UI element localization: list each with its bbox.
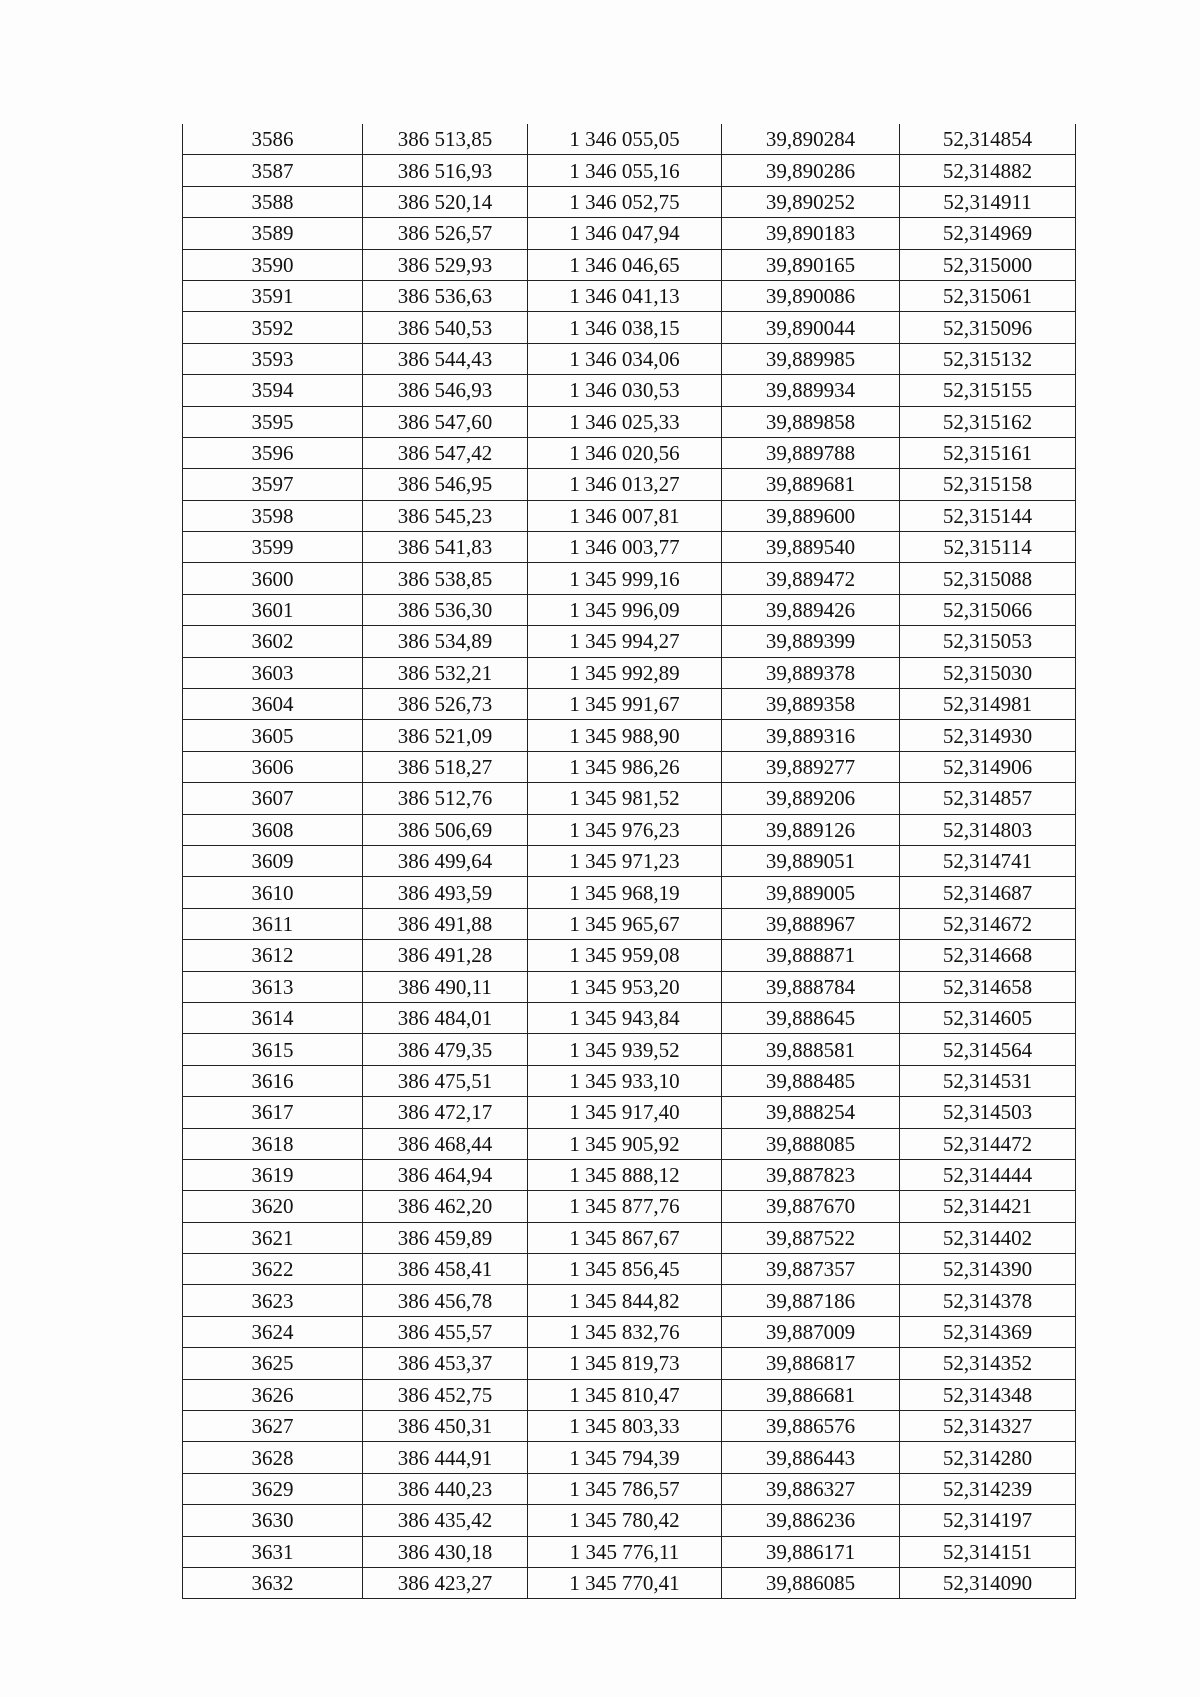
y-coordinate-cell: 1 345 933,10: [528, 1065, 722, 1096]
latitude-cell: 39,887823: [722, 1159, 900, 1190]
point-number-cell: 3631: [183, 1536, 363, 1567]
x-coordinate-cell: 386 526,73: [363, 689, 528, 720]
longitude-cell: 52,315155: [900, 375, 1076, 406]
latitude-cell: 39,888581: [722, 1034, 900, 1065]
table-row: [183, 1379, 1076, 1410]
point-number-cell: 3620: [183, 1191, 363, 1222]
y-coordinate-cell: 1 345 991,67: [528, 689, 722, 720]
point-number-cell: 3628: [183, 1442, 363, 1473]
table-row: [183, 1002, 1076, 1033]
latitude-cell: 39,886236: [722, 1505, 900, 1536]
longitude-cell: 52,314803: [900, 814, 1076, 845]
longitude-cell: 52,314378: [900, 1285, 1076, 1316]
table-row: [183, 500, 1076, 531]
y-coordinate-cell: 1 345 943,84: [528, 1002, 722, 1033]
latitude-cell: 39,890252: [722, 186, 900, 217]
longitude-cell: 52,314741: [900, 845, 1076, 876]
y-coordinate-cell: 1 345 905,92: [528, 1128, 722, 1159]
x-coordinate-cell: 386 430,18: [363, 1536, 528, 1567]
table-row: [183, 1034, 1076, 1065]
longitude-cell: 52,314531: [900, 1065, 1076, 1096]
x-coordinate-cell: 386 423,27: [363, 1567, 528, 1598]
x-coordinate-cell: 386 513,85: [363, 124, 528, 155]
point-number-cell: 3599: [183, 532, 363, 563]
longitude-cell: 52,314369: [900, 1316, 1076, 1347]
longitude-cell: 52,314911: [900, 186, 1076, 217]
table-row: [183, 1536, 1076, 1567]
point-number-cell: 3600: [183, 563, 363, 594]
x-coordinate-cell: 386 468,44: [363, 1128, 528, 1159]
x-coordinate-cell: 386 546,95: [363, 469, 528, 500]
y-coordinate-cell: 1 346 020,56: [528, 437, 722, 468]
point-number-cell: 3603: [183, 657, 363, 688]
x-coordinate-cell: 386 479,35: [363, 1034, 528, 1065]
latitude-cell: 39,889788: [722, 437, 900, 468]
point-number-cell: 3610: [183, 877, 363, 908]
table-row: [183, 155, 1076, 186]
y-coordinate-cell: 1 346 013,27: [528, 469, 722, 500]
longitude-cell: 52,315114: [900, 532, 1076, 563]
longitude-cell: 52,314421: [900, 1191, 1076, 1222]
point-number-cell: 3608: [183, 814, 363, 845]
x-coordinate-cell: 386 544,43: [363, 343, 528, 374]
longitude-cell: 52,314605: [900, 1002, 1076, 1033]
table-row: [183, 971, 1076, 1002]
longitude-cell: 52,314981: [900, 689, 1076, 720]
point-number-cell: 3616: [183, 1065, 363, 1096]
point-number-cell: 3606: [183, 751, 363, 782]
latitude-cell: 39,888645: [722, 1002, 900, 1033]
y-coordinate-cell: 1 345 959,08: [528, 940, 722, 971]
x-coordinate-cell: 386 440,23: [363, 1473, 528, 1504]
point-number-cell: 3624: [183, 1316, 363, 1347]
table-row: [183, 1222, 1076, 1253]
y-coordinate-cell: 1 345 776,11: [528, 1536, 722, 1567]
x-coordinate-cell: 386 512,76: [363, 783, 528, 814]
table-row: [183, 375, 1076, 406]
y-coordinate-cell: 1 345 992,89: [528, 657, 722, 688]
y-coordinate-cell: 1 346 003,77: [528, 532, 722, 563]
y-coordinate-cell: 1 346 052,75: [528, 186, 722, 217]
point-number-cell: 3622: [183, 1254, 363, 1285]
latitude-cell: 39,890284: [722, 124, 900, 155]
table-row: [183, 845, 1076, 876]
point-number-cell: 3591: [183, 280, 363, 311]
longitude-cell: 52,315144: [900, 500, 1076, 531]
table-row: [183, 1128, 1076, 1159]
latitude-cell: 39,887522: [722, 1222, 900, 1253]
table-row: [183, 532, 1076, 563]
x-coordinate-cell: 386 475,51: [363, 1065, 528, 1096]
longitude-cell: 52,314151: [900, 1536, 1076, 1567]
y-coordinate-cell: 1 346 046,65: [528, 249, 722, 280]
longitude-cell: 52,315053: [900, 626, 1076, 657]
latitude-cell: 39,889399: [722, 626, 900, 657]
longitude-cell: 52,314668: [900, 940, 1076, 971]
y-coordinate-cell: 1 345 780,42: [528, 1505, 722, 1536]
latitude-cell: 39,890165: [722, 249, 900, 280]
longitude-cell: 52,314969: [900, 218, 1076, 249]
x-coordinate-cell: 386 506,69: [363, 814, 528, 845]
x-coordinate-cell: 386 529,93: [363, 249, 528, 280]
point-number-cell: 3598: [183, 500, 363, 531]
x-coordinate-cell: 386 532,21: [363, 657, 528, 688]
table-row: [183, 940, 1076, 971]
x-coordinate-cell: 386 518,27: [363, 751, 528, 782]
y-coordinate-cell: 1 345 888,12: [528, 1159, 722, 1190]
x-coordinate-cell: 386 546,93: [363, 375, 528, 406]
y-coordinate-cell: 1 345 971,23: [528, 845, 722, 876]
latitude-cell: 39,889540: [722, 532, 900, 563]
table-row: [183, 751, 1076, 782]
table-row: [183, 1473, 1076, 1504]
table-row: [183, 1442, 1076, 1473]
y-coordinate-cell: 1 345 794,39: [528, 1442, 722, 1473]
point-number-cell: 3593: [183, 343, 363, 374]
x-coordinate-cell: 386 526,57: [363, 218, 528, 249]
longitude-cell: 52,314352: [900, 1348, 1076, 1379]
x-coordinate-cell: 386 455,57: [363, 1316, 528, 1347]
x-coordinate-cell: 386 464,94: [363, 1159, 528, 1190]
point-number-cell: 3615: [183, 1034, 363, 1065]
longitude-cell: 52,314687: [900, 877, 1076, 908]
y-coordinate-cell: 1 345 988,90: [528, 720, 722, 751]
latitude-cell: 39,890183: [722, 218, 900, 249]
latitude-cell: 39,890286: [722, 155, 900, 186]
table-row: [183, 469, 1076, 500]
y-coordinate-cell: 1 345 786,57: [528, 1473, 722, 1504]
longitude-cell: 52,315161: [900, 437, 1076, 468]
y-coordinate-cell: 1 345 939,52: [528, 1034, 722, 1065]
table-row: [183, 1159, 1076, 1190]
table-row: [183, 1097, 1076, 1128]
table-row: [183, 657, 1076, 688]
point-number-cell: 3594: [183, 375, 363, 406]
table-row: [183, 1316, 1076, 1347]
point-number-cell: 3595: [183, 406, 363, 437]
point-number-cell: 3613: [183, 971, 363, 1002]
point-number-cell: 3607: [183, 783, 363, 814]
latitude-cell: 39,889934: [722, 375, 900, 406]
point-number-cell: 3632: [183, 1567, 363, 1598]
latitude-cell: 39,888254: [722, 1097, 900, 1128]
x-coordinate-cell: 386 435,42: [363, 1505, 528, 1536]
x-coordinate-cell: 386 452,75: [363, 1379, 528, 1410]
table-row: [183, 124, 1076, 155]
point-number-cell: 3597: [183, 469, 363, 500]
latitude-cell: 39,888485: [722, 1065, 900, 1096]
y-coordinate-cell: 1 346 025,33: [528, 406, 722, 437]
table-row: [183, 1505, 1076, 1536]
latitude-cell: 39,889985: [722, 343, 900, 374]
latitude-cell: 39,887670: [722, 1191, 900, 1222]
x-coordinate-cell: 386 491,28: [363, 940, 528, 971]
table-row: [183, 877, 1076, 908]
latitude-cell: 39,887186: [722, 1285, 900, 1316]
y-coordinate-cell: 1 346 047,94: [528, 218, 722, 249]
longitude-cell: 52,314472: [900, 1128, 1076, 1159]
latitude-cell: 39,889051: [722, 845, 900, 876]
longitude-cell: 52,314402: [900, 1222, 1076, 1253]
latitude-cell: 39,890086: [722, 280, 900, 311]
y-coordinate-cell: 1 345 976,23: [528, 814, 722, 845]
table-row: [183, 626, 1076, 657]
latitude-cell: 39,889681: [722, 469, 900, 500]
longitude-cell: 52,314444: [900, 1159, 1076, 1190]
table-row: [183, 1411, 1076, 1442]
y-coordinate-cell: 1 346 041,13: [528, 280, 722, 311]
y-coordinate-cell: 1 345 968,19: [528, 877, 722, 908]
latitude-cell: 39,886443: [722, 1442, 900, 1473]
latitude-cell: 39,889858: [722, 406, 900, 437]
y-coordinate-cell: 1 345 953,20: [528, 971, 722, 1002]
point-number-cell: 3619: [183, 1159, 363, 1190]
x-coordinate-cell: 386 444,91: [363, 1442, 528, 1473]
table-row: [183, 312, 1076, 343]
y-coordinate-cell: 1 345 986,26: [528, 751, 722, 782]
y-coordinate-cell: 1 345 819,73: [528, 1348, 722, 1379]
x-coordinate-cell: 386 547,42: [363, 437, 528, 468]
y-coordinate-cell: 1 345 994,27: [528, 626, 722, 657]
table-row: [183, 1191, 1076, 1222]
x-coordinate-cell: 386 499,64: [363, 845, 528, 876]
latitude-cell: 39,886576: [722, 1411, 900, 1442]
latitude-cell: 39,889358: [722, 689, 900, 720]
point-number-cell: 3614: [183, 1002, 363, 1033]
x-coordinate-cell: 386 491,88: [363, 908, 528, 939]
longitude-cell: 52,315096: [900, 312, 1076, 343]
longitude-cell: 52,314197: [900, 1505, 1076, 1536]
latitude-cell: 39,886171: [722, 1536, 900, 1567]
table-row: [183, 1348, 1076, 1379]
longitude-cell: 52,314857: [900, 783, 1076, 814]
x-coordinate-cell: 386 453,37: [363, 1348, 528, 1379]
point-number-cell: 3626: [183, 1379, 363, 1410]
latitude-cell: 39,889277: [722, 751, 900, 782]
x-coordinate-cell: 386 516,93: [363, 155, 528, 186]
point-number-cell: 3587: [183, 155, 363, 186]
longitude-cell: 52,314658: [900, 971, 1076, 1002]
x-coordinate-cell: 386 459,89: [363, 1222, 528, 1253]
longitude-cell: 52,314390: [900, 1254, 1076, 1285]
table-row: [183, 437, 1076, 468]
x-coordinate-cell: 386 521,09: [363, 720, 528, 751]
point-number-cell: 3621: [183, 1222, 363, 1253]
x-coordinate-cell: 386 540,53: [363, 312, 528, 343]
longitude-cell: 52,314503: [900, 1097, 1076, 1128]
latitude-cell: 39,889005: [722, 877, 900, 908]
y-coordinate-cell: 1 345 867,67: [528, 1222, 722, 1253]
y-coordinate-cell: 1 345 917,40: [528, 1097, 722, 1128]
longitude-cell: 52,314882: [900, 155, 1076, 186]
latitude-cell: 39,888784: [722, 971, 900, 1002]
x-coordinate-cell: 386 536,63: [363, 280, 528, 311]
longitude-cell: 52,315088: [900, 563, 1076, 594]
table-row: [183, 1567, 1076, 1598]
point-number-cell: 3612: [183, 940, 363, 971]
longitude-cell: 52,314854: [900, 124, 1076, 155]
longitude-cell: 52,314672: [900, 908, 1076, 939]
y-coordinate-cell: 1 345 832,76: [528, 1316, 722, 1347]
table-row: [183, 406, 1076, 437]
point-number-cell: 3596: [183, 437, 363, 468]
point-number-cell: 3589: [183, 218, 363, 249]
longitude-cell: 52,315061: [900, 280, 1076, 311]
point-number-cell: 3627: [183, 1411, 363, 1442]
y-coordinate-cell: 1 345 965,67: [528, 908, 722, 939]
table-row: [183, 280, 1076, 311]
x-coordinate-cell: 386 538,85: [363, 563, 528, 594]
y-coordinate-cell: 1 345 856,45: [528, 1254, 722, 1285]
table-row: [183, 908, 1076, 939]
y-coordinate-cell: 1 345 877,76: [528, 1191, 722, 1222]
coordinates-table: [182, 124, 1076, 1599]
longitude-cell: 52,315066: [900, 594, 1076, 625]
point-number-cell: 3623: [183, 1285, 363, 1316]
point-number-cell: 3592: [183, 312, 363, 343]
longitude-cell: 52,314239: [900, 1473, 1076, 1504]
point-number-cell: 3604: [183, 689, 363, 720]
y-coordinate-cell: 1 346 055,05: [528, 124, 722, 155]
x-coordinate-cell: 386 547,60: [363, 406, 528, 437]
point-number-cell: 3630: [183, 1505, 363, 1536]
latitude-cell: 39,890044: [722, 312, 900, 343]
point-number-cell: 3590: [183, 249, 363, 280]
x-coordinate-cell: 386 545,23: [363, 500, 528, 531]
longitude-cell: 52,315158: [900, 469, 1076, 500]
y-coordinate-cell: 1 345 981,52: [528, 783, 722, 814]
longitude-cell: 52,314906: [900, 751, 1076, 782]
table-row: [183, 720, 1076, 751]
longitude-cell: 52,315030: [900, 657, 1076, 688]
latitude-cell: 39,889378: [722, 657, 900, 688]
table-row: [183, 186, 1076, 217]
latitude-cell: 39,886327: [722, 1473, 900, 1504]
latitude-cell: 39,888871: [722, 940, 900, 971]
longitude-cell: 52,315132: [900, 343, 1076, 374]
point-number-cell: 3609: [183, 845, 363, 876]
latitude-cell: 39,889600: [722, 500, 900, 531]
point-number-cell: 3618: [183, 1128, 363, 1159]
latitude-cell: 39,889126: [722, 814, 900, 845]
latitude-cell: 39,889206: [722, 783, 900, 814]
longitude-cell: 52,314090: [900, 1567, 1076, 1598]
table-row: [183, 563, 1076, 594]
coordinates-table-body: [183, 124, 1076, 1599]
y-coordinate-cell: 1 346 034,06: [528, 343, 722, 374]
x-coordinate-cell: 386 536,30: [363, 594, 528, 625]
latitude-cell: 39,886681: [722, 1379, 900, 1410]
x-coordinate-cell: 386 472,17: [363, 1097, 528, 1128]
y-coordinate-cell: 1 345 996,09: [528, 594, 722, 625]
table-row: [183, 1285, 1076, 1316]
x-coordinate-cell: 386 458,41: [363, 1254, 528, 1285]
x-coordinate-cell: 386 541,83: [363, 532, 528, 563]
latitude-cell: 39,887357: [722, 1254, 900, 1285]
latitude-cell: 39,888085: [722, 1128, 900, 1159]
x-coordinate-cell: 386 462,20: [363, 1191, 528, 1222]
y-coordinate-cell: 1 346 038,15: [528, 312, 722, 343]
longitude-cell: 52,314564: [900, 1034, 1076, 1065]
point-number-cell: 3611: [183, 908, 363, 939]
latitude-cell: 39,886817: [722, 1348, 900, 1379]
point-number-cell: 3588: [183, 186, 363, 217]
x-coordinate-cell: 386 484,01: [363, 1002, 528, 1033]
table-row: [183, 249, 1076, 280]
y-coordinate-cell: 1 345 803,33: [528, 1411, 722, 1442]
y-coordinate-cell: 1 346 055,16: [528, 155, 722, 186]
x-coordinate-cell: 386 490,11: [363, 971, 528, 1002]
y-coordinate-cell: 1 346 030,53: [528, 375, 722, 406]
table-row: [183, 814, 1076, 845]
longitude-cell: 52,314348: [900, 1379, 1076, 1410]
longitude-cell: 52,314280: [900, 1442, 1076, 1473]
x-coordinate-cell: 386 456,78: [363, 1285, 528, 1316]
latitude-cell: 39,886085: [722, 1567, 900, 1598]
table-row: [183, 218, 1076, 249]
x-coordinate-cell: 386 493,59: [363, 877, 528, 908]
y-coordinate-cell: 1 346 007,81: [528, 500, 722, 531]
latitude-cell: 39,889426: [722, 594, 900, 625]
table-row: [183, 594, 1076, 625]
latitude-cell: 39,889472: [722, 563, 900, 594]
point-number-cell: 3605: [183, 720, 363, 751]
point-number-cell: 3629: [183, 1473, 363, 1504]
table-row: [183, 689, 1076, 720]
latitude-cell: 39,889316: [722, 720, 900, 751]
x-coordinate-cell: 386 520,14: [363, 186, 528, 217]
latitude-cell: 39,888967: [722, 908, 900, 939]
y-coordinate-cell: 1 345 844,82: [528, 1285, 722, 1316]
table-row: [183, 1254, 1076, 1285]
point-number-cell: 3602: [183, 626, 363, 657]
longitude-cell: 52,314327: [900, 1411, 1076, 1442]
y-coordinate-cell: 1 345 770,41: [528, 1567, 722, 1598]
point-number-cell: 3617: [183, 1097, 363, 1128]
y-coordinate-cell: 1 345 999,16: [528, 563, 722, 594]
point-number-cell: 3625: [183, 1348, 363, 1379]
table-row: [183, 783, 1076, 814]
x-coordinate-cell: 386 534,89: [363, 626, 528, 657]
x-coordinate-cell: 386 450,31: [363, 1411, 528, 1442]
point-number-cell: 3601: [183, 594, 363, 625]
y-coordinate-cell: 1 345 810,47: [528, 1379, 722, 1410]
longitude-cell: 52,315162: [900, 406, 1076, 437]
point-number-cell: 3586: [183, 124, 363, 155]
longitude-cell: 52,314930: [900, 720, 1076, 751]
table-row: [183, 343, 1076, 374]
table-row: [183, 1065, 1076, 1096]
longitude-cell: 52,315000: [900, 249, 1076, 280]
latitude-cell: 39,887009: [722, 1316, 900, 1347]
